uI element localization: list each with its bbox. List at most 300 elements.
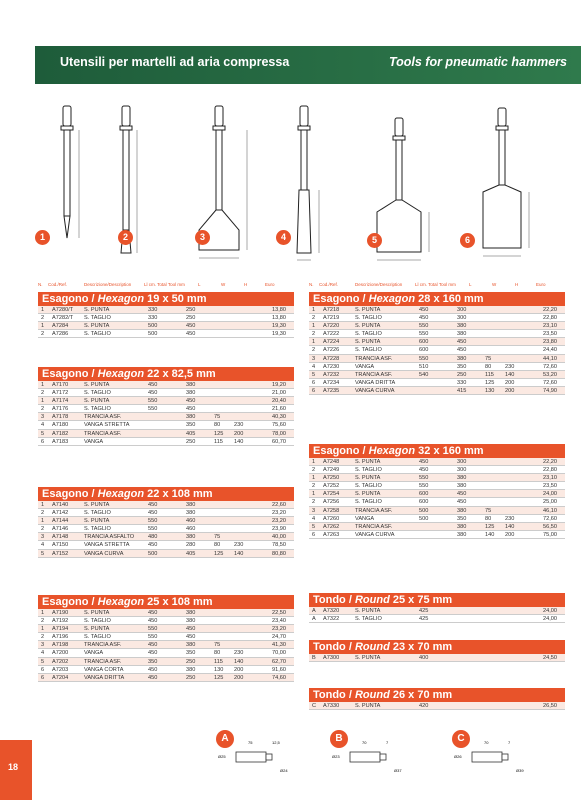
cell-price: 70,00 xyxy=(272,650,286,657)
cell-desc: S. TAGLIO xyxy=(84,315,111,322)
cell-length: 450 xyxy=(148,390,158,397)
cell-length: 450 xyxy=(148,382,158,388)
table-row xyxy=(309,330,565,338)
cell-n: C xyxy=(312,703,317,709)
cell-price: 19,30 xyxy=(272,323,286,330)
table-row xyxy=(38,314,294,322)
cell-length: 450 xyxy=(148,650,158,657)
cell-code: A7234 xyxy=(323,379,340,386)
cell-length: 550 xyxy=(419,323,429,330)
table-row xyxy=(309,523,565,531)
cell-price: 24,40 xyxy=(543,347,557,354)
cell-desc: S. PUNTA xyxy=(84,398,110,405)
title-size: 26 x 70 mm xyxy=(392,689,453,701)
cell-l: 250 xyxy=(186,307,196,313)
cell-desc: TRANCIA ASF. xyxy=(355,507,393,514)
dim-length: 70 xyxy=(362,740,367,745)
cell-h: 200 xyxy=(505,531,515,538)
cell-l: 415 xyxy=(457,387,467,394)
cell-desc: VANGA CURVA xyxy=(84,550,124,557)
cell-n: 1 xyxy=(41,502,45,508)
dim-diameter: Ø23 xyxy=(332,754,340,759)
cell-code: A7300 xyxy=(323,655,340,661)
table-row xyxy=(38,658,294,666)
table-row xyxy=(38,413,294,421)
cell-l: 380 xyxy=(186,382,196,388)
tool-number-3: 3 xyxy=(195,230,210,245)
cell-code: A7286 xyxy=(52,331,69,338)
cell-price: 23,10 xyxy=(543,323,557,330)
cell-price: 23,50 xyxy=(543,483,557,490)
cell-length: 450 xyxy=(148,618,158,625)
cell-l: 450 xyxy=(457,499,467,506)
cell-desc: VANGA xyxy=(84,650,104,657)
cell-n: 1 xyxy=(41,610,45,616)
cell-l: 380 xyxy=(186,502,196,508)
table-row xyxy=(309,615,565,623)
title-shape-en: Hexagon xyxy=(368,445,416,457)
title-shape: Esagono / xyxy=(313,445,366,457)
table-row xyxy=(309,363,565,371)
table-row xyxy=(38,674,294,682)
cell-desc: S. PUNTA xyxy=(84,307,110,313)
cell-desc: TRANCIA ASF. xyxy=(84,414,122,421)
cell-desc: VANGA STRETTA xyxy=(84,422,130,429)
cell-price: 44,10 xyxy=(543,355,557,362)
cell-length: 600 xyxy=(419,339,429,346)
cell-desc: TRANCIA ASF. xyxy=(84,658,122,665)
cell-price: 23,20 xyxy=(272,518,286,525)
table-row xyxy=(38,517,294,525)
cell-w: 80 xyxy=(214,542,221,549)
cell-price: 72,60 xyxy=(543,515,557,522)
cell-price: 24,70 xyxy=(272,634,286,641)
cell-length: 450 xyxy=(148,510,158,517)
cell-n: 4 xyxy=(41,650,45,657)
cell-h: 200 xyxy=(234,430,244,437)
cell-l: 350 xyxy=(457,515,467,522)
cell-l: 250 xyxy=(186,438,196,445)
cell-h: 200 xyxy=(505,379,515,386)
cell-n: 4 xyxy=(312,363,316,370)
col-cod: Cod./Ref. xyxy=(319,282,339,287)
cell-price: 24,00 xyxy=(543,608,557,614)
cell-w: 75 xyxy=(214,414,221,421)
table-row xyxy=(309,466,565,474)
col-len: Ll cm. Total Tool mm xyxy=(415,282,456,287)
price-table xyxy=(38,595,294,682)
cell-l: 380 xyxy=(186,642,196,649)
cell-h: 140 xyxy=(234,658,244,665)
cell-code: A7230 xyxy=(323,363,340,370)
cell-h: 230 xyxy=(505,363,515,370)
cell-length: 330 xyxy=(148,307,158,313)
cell-code: A7232 xyxy=(323,371,340,378)
cell-n: 2 xyxy=(41,618,45,625)
cell-length: 500 xyxy=(419,515,429,522)
cell-code: A7263 xyxy=(323,531,340,538)
col-len: Ll cm. Total Tool mm xyxy=(144,282,185,287)
cell-h: 200 xyxy=(505,387,515,394)
cell-desc: S. PUNTA xyxy=(355,307,381,313)
table-body xyxy=(38,306,294,338)
cell-n: 2 xyxy=(312,315,316,322)
cell-l: 460 xyxy=(186,518,196,525)
cell-n: 2 xyxy=(41,406,45,413)
dim-collar-diameter: Ø37 xyxy=(394,768,402,773)
cell-price: 74,60 xyxy=(272,674,286,681)
cell-length: 480 xyxy=(148,534,158,541)
cell-l: 250 xyxy=(186,315,196,322)
table-row xyxy=(38,509,294,517)
cell-l: 300 xyxy=(457,467,467,474)
dim-collar-diameter: Ø39 xyxy=(516,768,524,773)
cell-desc: S. PUNTA xyxy=(84,626,110,633)
cell-price: 22,80 xyxy=(543,315,557,322)
table-title xyxy=(309,640,565,654)
cell-length: 330 xyxy=(148,315,158,322)
cell-length: 500 xyxy=(148,331,158,338)
cell-desc: VANGA DRITTA xyxy=(355,379,396,386)
cell-desc: S. TAGLIO xyxy=(355,467,382,474)
table-row xyxy=(38,405,294,413)
cell-price: 46,10 xyxy=(543,507,557,514)
title-size: 32 x 160 mm xyxy=(418,445,484,457)
cell-h: 140 xyxy=(234,550,244,557)
cell-n: 2 xyxy=(41,634,45,641)
cell-price: 75,00 xyxy=(543,531,557,538)
cell-price: 72,60 xyxy=(543,379,557,386)
connector-drawings xyxy=(200,728,582,788)
connector-label: A xyxy=(216,730,234,748)
cell-price: 78,00 xyxy=(272,430,286,437)
table-title xyxy=(38,595,294,609)
table-row xyxy=(38,625,294,633)
cell-l: 250 xyxy=(186,674,196,681)
col-w: W xyxy=(221,282,226,287)
table-row xyxy=(38,550,294,558)
table-row xyxy=(38,617,294,625)
cell-code: A7140 xyxy=(52,502,69,508)
cell-n: 2 xyxy=(41,331,45,338)
table-row xyxy=(309,474,565,482)
cell-desc: S. TAGLIO xyxy=(84,634,111,641)
cell-n: 1 xyxy=(312,323,316,330)
table-row xyxy=(309,387,565,395)
cell-n: 1 xyxy=(41,518,45,525)
cell-n: 2 xyxy=(312,347,316,354)
tool-drawings xyxy=(35,88,581,278)
cell-l: 300 xyxy=(457,459,467,465)
cell-length: 550 xyxy=(419,355,429,362)
col-euro: Euro xyxy=(265,282,275,287)
cell-l: 380 xyxy=(186,390,196,397)
table-row xyxy=(309,654,565,662)
table-row xyxy=(309,355,565,363)
cell-n: A xyxy=(312,616,316,623)
cell-length: 450 xyxy=(419,315,429,322)
table-row xyxy=(38,609,294,617)
cell-w: 125 xyxy=(485,523,495,530)
cell-w: 115 xyxy=(485,371,494,378)
cell-desc: VANGA DRITTA xyxy=(84,674,125,681)
cell-length: 550 xyxy=(419,475,429,482)
cell-w: 125 xyxy=(214,550,224,557)
cell-code: A7152 xyxy=(52,550,69,557)
title-shape-en: Hexagon xyxy=(368,293,416,305)
cell-n: 3 xyxy=(41,642,45,649)
title-shape-en: Hexagon xyxy=(97,368,145,380)
cell-desc: VANGA xyxy=(355,515,375,522)
cell-n: 5 xyxy=(312,523,316,530)
cell-code: A7144 xyxy=(52,518,69,525)
connector-label: B xyxy=(330,730,348,748)
table-row xyxy=(38,322,294,330)
cell-length: 450 xyxy=(148,542,158,549)
table-title xyxy=(309,292,565,306)
page-number: 18 xyxy=(8,762,19,772)
cell-length: 600 xyxy=(419,499,429,506)
col-h: H xyxy=(244,282,248,287)
cell-l: 450 xyxy=(186,398,196,405)
title-size: 25 x 108 mm xyxy=(147,596,213,608)
cell-desc: TRANCIA ASF. xyxy=(355,371,393,378)
title-shape: Tondo / xyxy=(313,689,352,701)
cell-code: A7284 xyxy=(52,323,69,330)
cell-price: 23,20 xyxy=(272,626,286,633)
cell-code: A7200 xyxy=(52,650,69,657)
table-row xyxy=(38,649,294,657)
cell-code: A7178 xyxy=(52,414,69,421)
cell-h: 140 xyxy=(505,371,515,378)
cell-code: A7224 xyxy=(323,339,340,346)
cell-h: 200 xyxy=(234,666,244,673)
title-shape-en: Hexagon xyxy=(97,293,145,305)
cell-code: A7260 xyxy=(323,515,340,522)
table-row xyxy=(309,498,565,506)
cell-length: 510 xyxy=(419,363,429,370)
cell-price: 20,40 xyxy=(272,398,286,405)
cell-n: 5 xyxy=(41,658,45,665)
cell-desc: S. TAGLIO xyxy=(84,331,111,338)
tool-number-5: 5 xyxy=(367,233,382,248)
cell-w: 125 xyxy=(485,379,495,386)
cell-l: 460 xyxy=(186,526,196,533)
cell-code: A7248 xyxy=(323,459,340,465)
col-desc: Descrizione/Description xyxy=(355,282,403,287)
col-cod: Cod./Ref. xyxy=(48,282,68,287)
cell-w: 115 xyxy=(214,658,223,665)
price-table xyxy=(309,444,565,539)
cell-desc: S. TAGLIO xyxy=(84,510,111,517)
cell-code: A7320 xyxy=(323,608,340,614)
cell-price: 13,80 xyxy=(272,307,286,313)
cell-n: 2 xyxy=(41,526,45,533)
cell-desc: S. PUNTA xyxy=(355,475,381,482)
cell-length: 350 xyxy=(148,658,158,665)
cell-desc: S. TAGLIO xyxy=(355,499,382,506)
dim-length: 75 xyxy=(248,740,253,745)
cell-desc: S. PUNTA xyxy=(84,518,110,525)
cell-l: 350 xyxy=(186,422,196,429)
table-row xyxy=(309,507,565,515)
cell-price: 21,60 xyxy=(272,406,286,413)
cell-l: 380 xyxy=(186,414,196,421)
cell-l: 380 xyxy=(457,483,467,490)
cell-desc: S. PUNTA xyxy=(355,655,381,661)
cell-price: 24,50 xyxy=(543,655,557,661)
cell-l: 380 xyxy=(186,510,196,517)
cell-code: A7142 xyxy=(52,510,69,517)
cell-price: 21,00 xyxy=(272,390,286,397)
shank-connectors xyxy=(200,728,582,788)
title-shape: Tondo / xyxy=(313,641,352,653)
cell-length: 450 xyxy=(419,467,429,474)
cell-w: 80 xyxy=(214,422,221,429)
cell-code: A7322 xyxy=(323,616,340,623)
table-row xyxy=(38,633,294,641)
cell-length: 600 xyxy=(419,347,429,354)
cell-price: 19,20 xyxy=(272,382,286,388)
cell-l: 450 xyxy=(186,406,196,413)
title-shape: Esagono / xyxy=(313,293,366,305)
table-title xyxy=(309,444,565,458)
cell-code: A7146 xyxy=(52,526,69,533)
cell-w: 75 xyxy=(485,355,492,362)
cell-desc: VANGA CURVA xyxy=(355,387,395,394)
title-size: 19 x 50 mm xyxy=(147,293,207,305)
title-shape-en: Hexagon xyxy=(97,596,145,608)
table-row xyxy=(309,314,565,322)
cell-l: 450 xyxy=(457,491,467,498)
cell-w: 125 xyxy=(214,430,224,437)
cell-desc: TRANCIA ASF. xyxy=(84,430,122,437)
cell-l: 450 xyxy=(457,339,467,346)
cell-price: 74,90 xyxy=(543,387,557,394)
table-row xyxy=(38,381,294,389)
title-shape: Esagono / xyxy=(42,488,95,500)
cell-desc: S. TAGLIO xyxy=(84,618,111,625)
cell-n: 2 xyxy=(41,390,45,397)
cell-n: A xyxy=(312,608,316,614)
title-size: 22 x 108 mm xyxy=(147,488,213,500)
table-row xyxy=(38,541,294,549)
tool-number-2: 2 xyxy=(118,230,133,245)
cell-code: A7235 xyxy=(323,387,340,394)
cell-price: 23,20 xyxy=(272,510,286,517)
cell-desc: S. PUNTA xyxy=(84,502,110,508)
cell-code: A7198 xyxy=(52,642,69,649)
cell-desc: S. PUNTA xyxy=(84,610,110,616)
table-row xyxy=(309,490,565,498)
cell-code: A7202 xyxy=(52,658,69,665)
cell-w: 125 xyxy=(214,674,224,681)
cell-length: 425 xyxy=(419,616,429,623)
cell-desc: S. TAGLIO xyxy=(355,616,382,623)
cell-price: 23,80 xyxy=(543,339,557,346)
cell-n: 1 xyxy=(312,475,316,482)
cell-n: 2 xyxy=(312,331,316,338)
cell-price: 22,60 xyxy=(272,502,286,508)
cell-code: A7250 xyxy=(323,475,340,482)
table-row xyxy=(38,438,294,446)
cell-length: 550 xyxy=(148,398,158,405)
cell-n: 5 xyxy=(41,430,45,437)
cell-price: 41,30 xyxy=(272,642,286,649)
table-row xyxy=(309,322,565,330)
cell-desc: S. PUNTA xyxy=(355,491,381,498)
cell-desc: VANGA STRETTA xyxy=(84,542,130,549)
cell-w: 115 xyxy=(214,438,223,445)
cell-code: A7249 xyxy=(323,467,340,474)
cell-price: 40,00 xyxy=(272,534,286,541)
cell-price: 22,20 xyxy=(543,459,557,465)
cell-desc: S. TAGLIO xyxy=(355,331,382,338)
cell-n: 1 xyxy=(312,491,316,498)
table-row xyxy=(309,306,565,314)
cell-code: A7222 xyxy=(323,331,340,338)
cell-l: 450 xyxy=(186,323,196,330)
col-n: N. xyxy=(38,282,43,287)
cell-h: 230 xyxy=(234,542,244,549)
cell-code: A7182 xyxy=(52,430,69,437)
cell-price: 62,70 xyxy=(272,658,286,665)
cell-l: 380 xyxy=(457,531,467,538)
cell-l: 380 xyxy=(186,666,196,673)
cell-n: 4 xyxy=(41,542,45,549)
title-shape-en: Round xyxy=(354,594,390,606)
cell-desc: S. TAGLIO xyxy=(355,315,382,322)
cell-l: 380 xyxy=(457,523,467,530)
cell-price: 24,00 xyxy=(543,616,557,623)
table-title xyxy=(38,292,294,306)
table-row xyxy=(309,702,565,710)
title-shape: Esagono / xyxy=(42,596,95,608)
cell-w: 130 xyxy=(214,666,224,673)
cell-l: 300 xyxy=(457,315,467,322)
cell-n: 6 xyxy=(312,387,316,394)
cell-length: 500 xyxy=(419,507,429,514)
page-header xyxy=(35,46,581,84)
cell-h: 230 xyxy=(234,650,244,657)
cell-code: A7192 xyxy=(52,618,69,625)
table-body xyxy=(309,702,565,710)
cell-n: 6 xyxy=(41,674,45,681)
dim-collar: 7 xyxy=(508,740,511,745)
tool-illustrations xyxy=(35,88,581,278)
cell-n: 6 xyxy=(312,531,316,538)
cell-l: 380 xyxy=(457,355,467,362)
dim-length: 70 xyxy=(484,740,489,745)
dim-diameter: Ø26 xyxy=(454,754,462,759)
cell-code: A7254 xyxy=(323,491,340,498)
cell-l: 380 xyxy=(457,323,467,330)
cell-price: 26,50 xyxy=(543,703,557,709)
cell-l: 450 xyxy=(186,626,196,633)
cell-w: 75 xyxy=(214,534,221,541)
cell-price: 72,60 xyxy=(543,363,557,370)
cell-h: 230 xyxy=(505,515,515,522)
cell-code: A7172 xyxy=(52,390,69,397)
col-euro: Euro xyxy=(536,282,546,287)
table-row xyxy=(38,533,294,541)
table-body xyxy=(38,501,294,558)
cell-l: 450 xyxy=(186,634,196,641)
price-table xyxy=(38,292,294,338)
cell-l: 280 xyxy=(186,542,196,549)
table-row xyxy=(309,531,565,539)
table-body xyxy=(309,458,565,539)
